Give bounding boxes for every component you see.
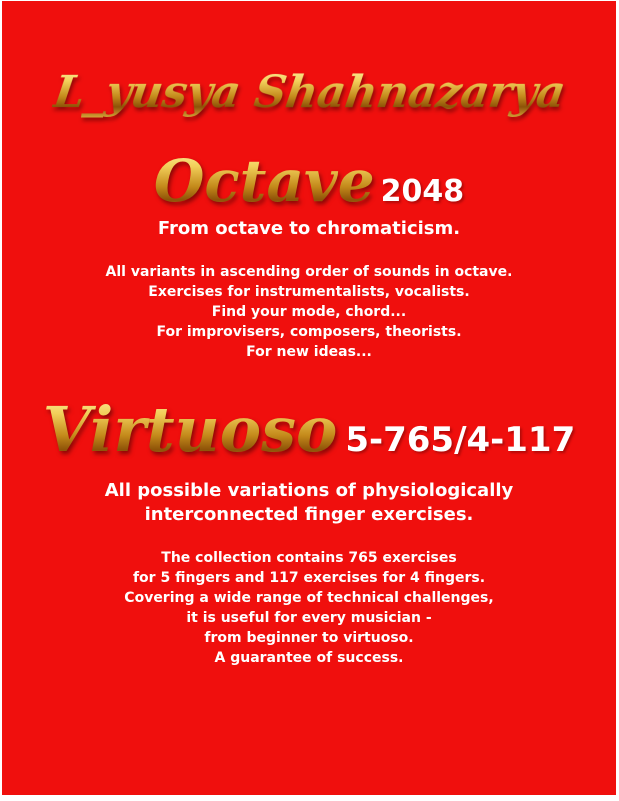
virtuoso-description-line: it is useful for every musician -	[186, 610, 432, 626]
octave-subtitle: From octave to chromaticism.	[157, 218, 461, 239]
virtuoso-description-line: from beginner to virtuoso.	[204, 630, 414, 646]
virtuoso-description	[2, 548, 616, 668]
octave-heading	[2, 147, 616, 215]
virtuoso-subtitle-line: interconnected finger exercises.	[144, 504, 474, 525]
virtuoso-description-line: A guarantee of success.	[214, 650, 404, 666]
octave-description-line: Exercises for instrumentalists, vocalists.	[148, 284, 470, 300]
octave-number: 2048	[380, 174, 465, 209]
virtuoso-description-line: Covering a wide range of technical challenges,	[124, 590, 494, 606]
octave-description-line: Find your mode, chord...	[211, 304, 407, 320]
octave-description	[2, 262, 616, 362]
virtuoso-subtitle-line: All possible variations of physiologically	[104, 480, 514, 501]
virtuoso-title: Virtuoso	[42, 393, 338, 466]
virtuoso-number: 5-765/4-117	[345, 420, 576, 460]
virtuoso-description-line: for 5 fingers and 117 exercises for 4 fingers.	[132, 570, 486, 586]
octave-description-line: All variants in ascending order of sounds in octave.	[105, 264, 513, 280]
poster	[2, 1, 616, 795]
virtuoso-description-line: The collection contains 765 exercises	[161, 550, 457, 566]
octave-description-line: For new ideas...	[246, 344, 372, 360]
virtuoso-subtitle	[2, 479, 616, 527]
octave-title: Octave	[153, 147, 375, 215]
virtuoso-heading	[2, 393, 616, 466]
octave-description-line: For improvisers, composers, theorists.	[156, 324, 462, 340]
author-name: L_yusya Shahnazaryan	[50, 67, 600, 118]
